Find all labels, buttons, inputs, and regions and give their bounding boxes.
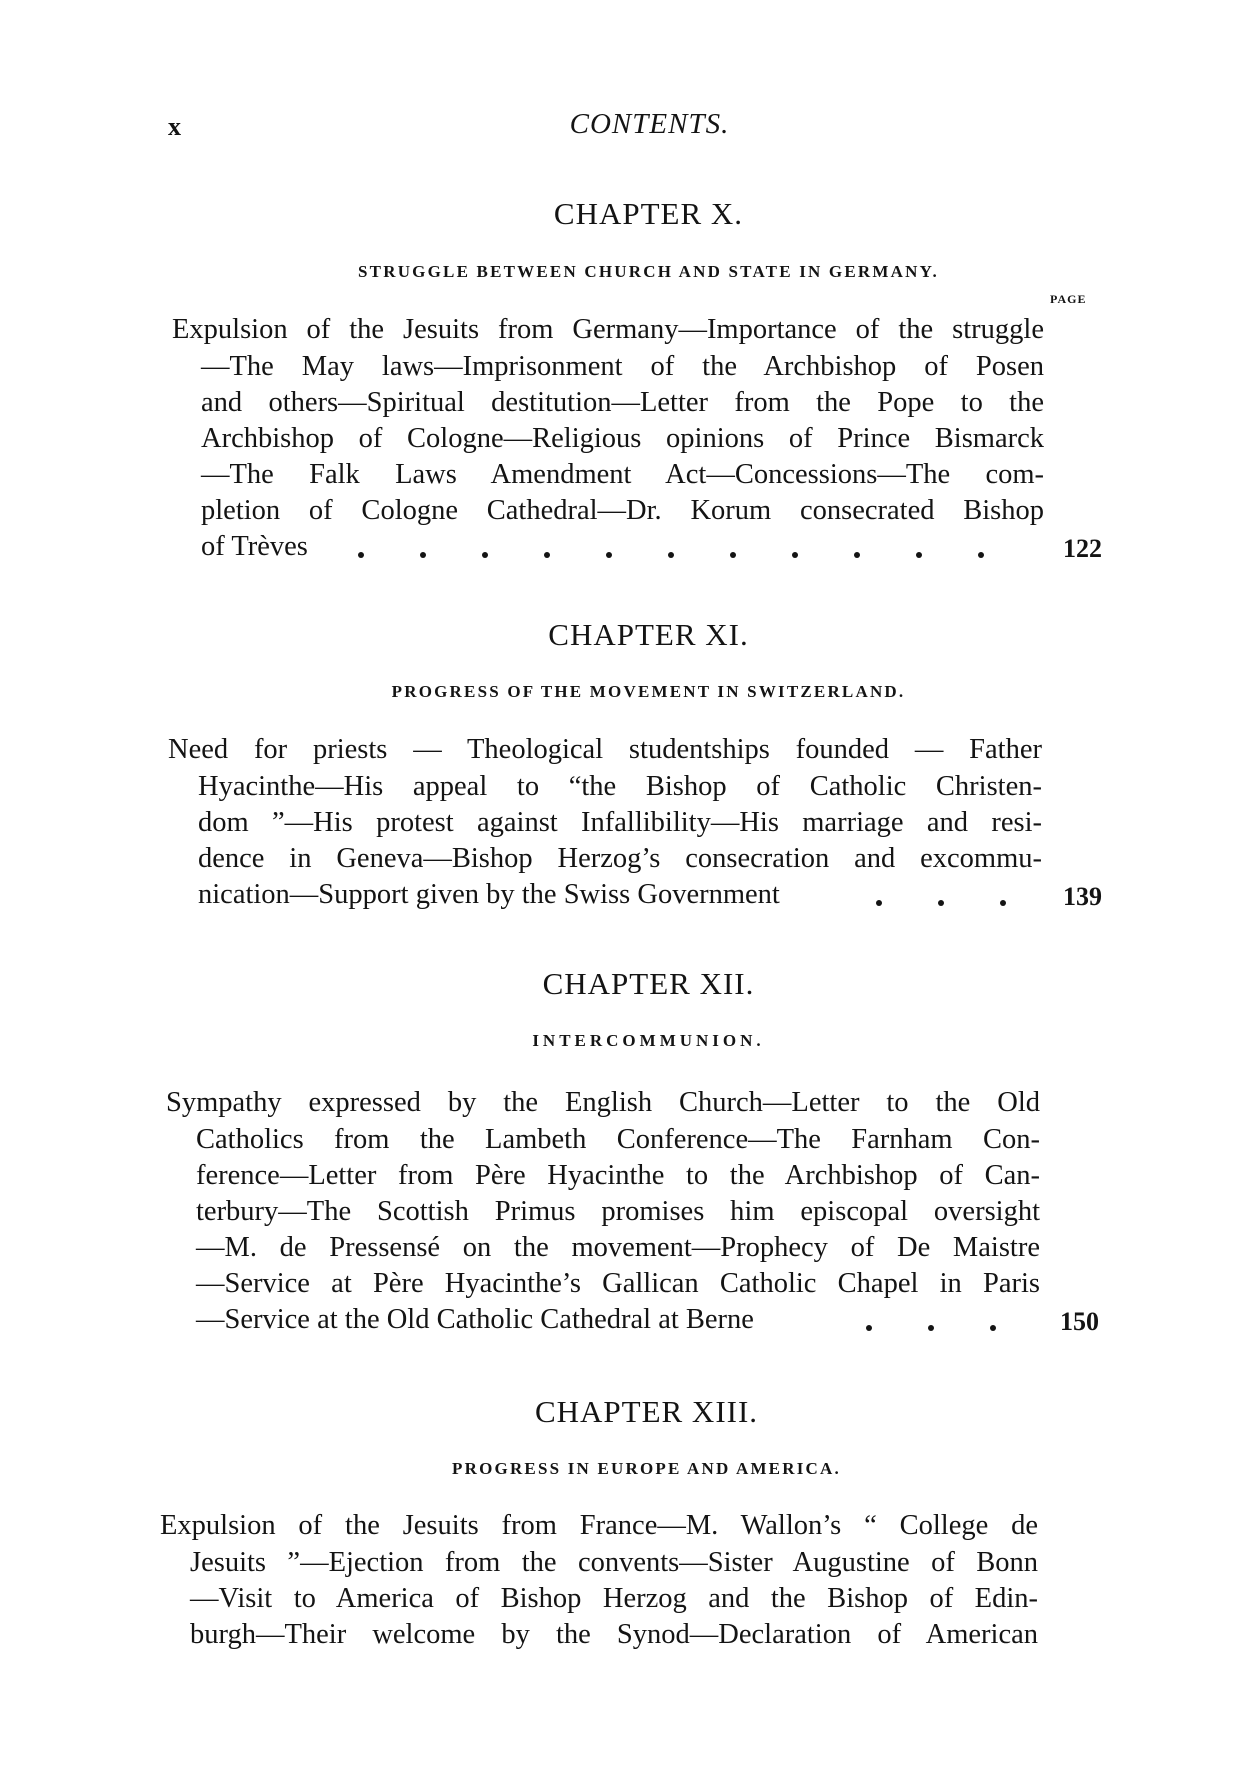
- entry-line: Expulsion of the Jesuits from Germany—Importance of the struggle: [172, 314, 1044, 345]
- dot-leaders: [848, 894, 1034, 912]
- entry-line: —The May laws—Imprisonment of the Archbishop of Posen: [201, 351, 1044, 382]
- entry-last-line: of Trèves: [201, 531, 308, 562]
- chapter-title: CHAPTER XII.: [542, 966, 755, 1001]
- page-reference: 122: [1063, 534, 1102, 563]
- chapter-subtitle: STRUGGLE BETWEEN CHURCH AND STATE IN GERMANY.: [358, 262, 939, 281]
- chapter-subtitle: PROGRESS OF THE MOVEMENT IN SWITZERLAND.: [391, 682, 906, 701]
- entry-line: Catholics from the Lambeth Conference—The Farnham Con-: [196, 1124, 1040, 1155]
- chapter-title: CHAPTER XI.: [548, 617, 749, 652]
- entry-line: —Service at Père Hyacinthe’s Gallican Catholic Chapel in Paris: [196, 1268, 1040, 1299]
- chapter-subtitle: INTERCOMMUNION.: [532, 1031, 765, 1050]
- chapter-subtitle: PROGRESS IN EUROPE AND AMERICA.: [452, 1459, 841, 1478]
- entry-line: —The Falk Laws Amendment Act—Concessions—The com-: [201, 459, 1044, 490]
- chapter-title: CHAPTER X.: [553, 196, 744, 231]
- entry-line: Archbishop of Cologne—Religious opinions of Prince Bismarck: [201, 423, 1044, 454]
- entry-line: Hyacinthe—His appeal to “the Bishop of Catholic Christen-: [198, 771, 1042, 802]
- page-column-label: PAGE: [1050, 292, 1087, 306]
- page-reference: 139: [1063, 882, 1102, 911]
- entry-line: burgh—Their welcome by the Synod—Declaration of American: [190, 1619, 1038, 1650]
- entry-line: and others—Spiritual destitution—Letter from the Pope to the: [201, 387, 1044, 418]
- entry-line: ference—Letter from Père Hyacinthe to the Archbishop of Can-: [196, 1160, 1040, 1191]
- chapter-title: CHAPTER XIII.: [534, 1394, 759, 1429]
- entry-line: dence in Geneva—Bishop Herzog’s consecration and excommu-: [198, 843, 1042, 874]
- entry-line: dom ”—His protest against Infallibility—His marriage and resi-: [198, 807, 1042, 838]
- entry-line: pletion of Cologne Cathedral—Dr. Korum consecrated Bishop: [201, 495, 1044, 526]
- entry-line: terbury—The Scottish Primus promises him episcopal oversight: [196, 1196, 1040, 1227]
- entry-line: —M. de Pressensé on the movement—Prophecy of De Maistre: [196, 1232, 1040, 1263]
- entry-line: Sympathy expressed by the English Church—Letter to the Old: [166, 1087, 1040, 1118]
- entry-last-line: nication—Support given by the Swiss Government: [198, 879, 780, 910]
- running-head: CONTENTS.: [569, 108, 730, 140]
- dot-leaders: [330, 546, 1012, 564]
- page-number: x: [168, 112, 181, 141]
- entry-line: Need for priests — Theological studentships founded — Father: [168, 734, 1042, 765]
- entry-line: Jesuits ”—Ejection from the convents—Sister Augustine of Bonn: [190, 1547, 1038, 1578]
- dot-leaders: [838, 1319, 1024, 1337]
- page-reference: 150: [1060, 1307, 1099, 1336]
- entry-line: —Visit to America of Bishop Herzog and the Bishop of Edin-: [190, 1583, 1038, 1614]
- entry-line: Expulsion of the Jesuits from France—M. Wallon’s “ College de: [160, 1510, 1038, 1541]
- entry-last-line: —Service at the Old Catholic Cathedral at Berne: [196, 1304, 754, 1335]
